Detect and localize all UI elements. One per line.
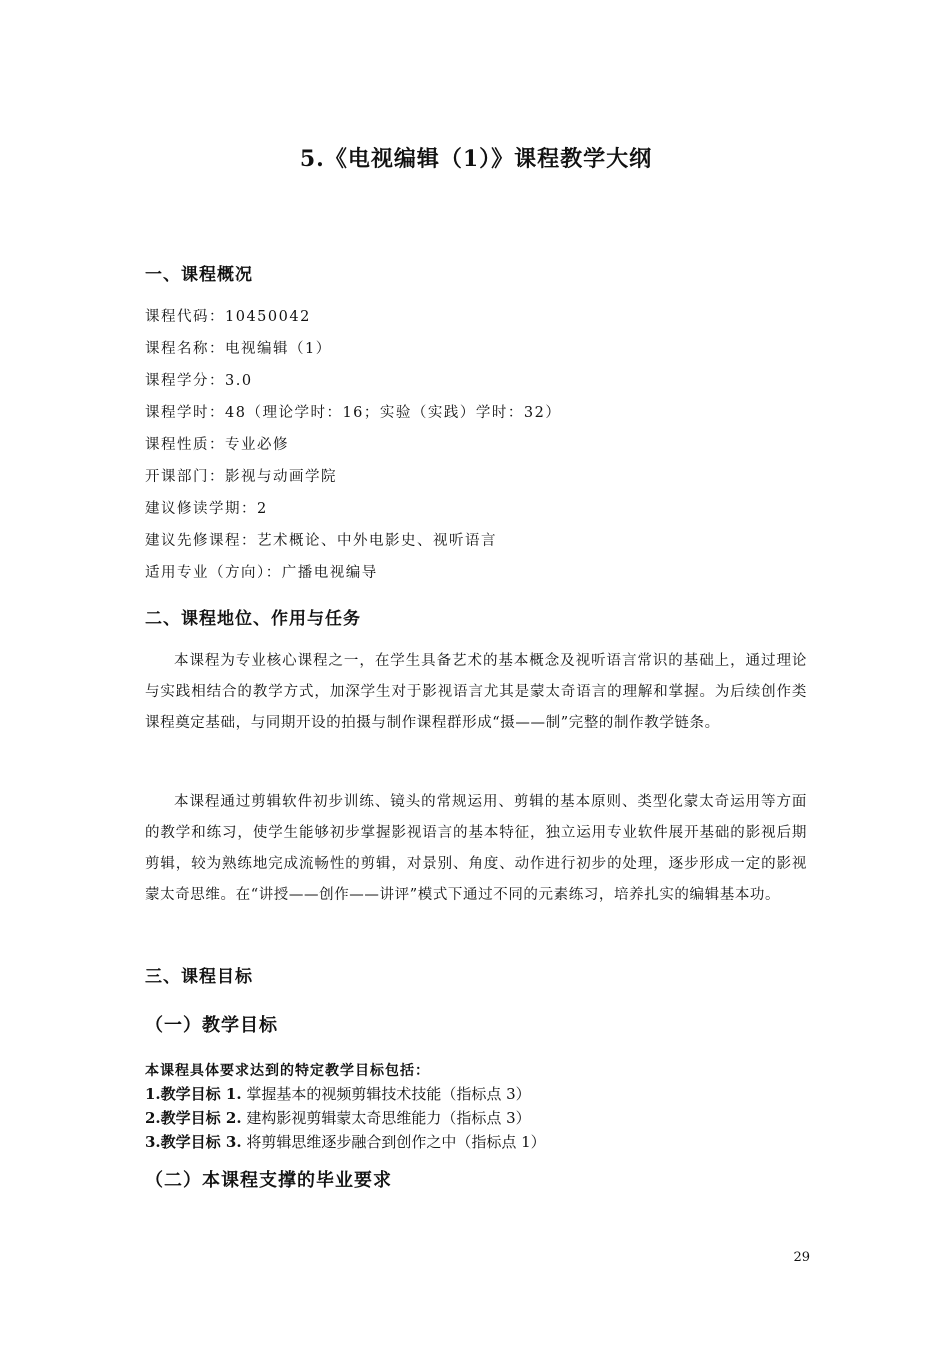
section3-heading: 三、课程目标 (145, 967, 253, 987)
goal-text: 掌握基本的视频剪辑技术技能（指标点 3） (246, 1085, 531, 1103)
section2-paragraph: 本课程通过剪辑软件初步训练、镜头的常规运用、剪辑的基本原则、类型化蒙太奇运用等方面的教学和练习，使学生能够初步掌握影视语言的基本特征，独立运用专业软件展开基础的影视后期剪辑，较为熟练地完成流畅性的剪辑，对景别、角度、动作进行初步的处理，逐步形成一定的影视蒙太奇思维。在“讲授——创作——讲评”模式下通过不同的元素练习，培养扎实的编辑基本功。 (145, 794, 807, 903)
goal-item (145, 1106, 546, 1130)
goal-list (145, 1082, 546, 1154)
goal-label: 2.教学目标 2. (145, 1109, 242, 1127)
goal-text: 建构影视剪辑蒙太奇思维能力（指标点 3） (246, 1109, 531, 1127)
goal-label: 3.教学目标 3. (145, 1133, 242, 1151)
info-prerequisites: 建议先修课程：艺术概论、中外电影史、视听语言 (145, 533, 497, 549)
section1-heading: 一、课程概况 (145, 265, 253, 285)
info-course-name: 课程名称：电视编辑（1） (145, 341, 332, 357)
goal-text: 将剪辑思维逐步融合到创作之中（指标点 1） (246, 1133, 546, 1151)
subsection-teaching-goals: （一）教学目标 (145, 1015, 278, 1036)
course-info-list (145, 305, 561, 593)
goal-item (145, 1082, 546, 1106)
info-department: 开课部门：影视与动画学院 (145, 469, 337, 485)
info-hours: 课程学时：48（理论学时：16；实验（实践）学时：32） (145, 405, 562, 421)
goal-label: 1.教学目标 1. (145, 1085, 242, 1103)
document-title: 5.《电视编辑（1）》课程教学大纲 (299, 146, 653, 172)
page-number: 29 (793, 1250, 810, 1265)
goal-item (145, 1130, 546, 1154)
section2-heading: 二、课程地位、作用与任务 (145, 609, 361, 629)
section2-paragraph: 本课程为专业核心课程之一，在学生具备艺术的基本概念及视听语言常识的基础上，通过理论与实践相结合的教学方式，加深学生对于影视语言尤其是蒙太奇语言的理解和掌握。为后续创作类课程奠定基础，与同期开设的拍摄与制作课程群形成“摄——制”完整的制作教学链条。 (145, 653, 807, 731)
info-nature: 课程性质：专业必修 (145, 437, 289, 453)
subsection-graduation-requirements: （二）本课程支撑的毕业要求 (145, 1170, 392, 1191)
info-course-code: 课程代码：10450042 (145, 309, 311, 325)
info-credits: 课程学分：3.0 (145, 373, 253, 389)
info-major: 适用专业（方向）：广播电视编导 (145, 565, 378, 581)
goals-intro: 本课程具体要求达到的特定教学目标包括： (145, 1063, 430, 1079)
info-semester: 建议修读学期：2 (145, 501, 268, 517)
